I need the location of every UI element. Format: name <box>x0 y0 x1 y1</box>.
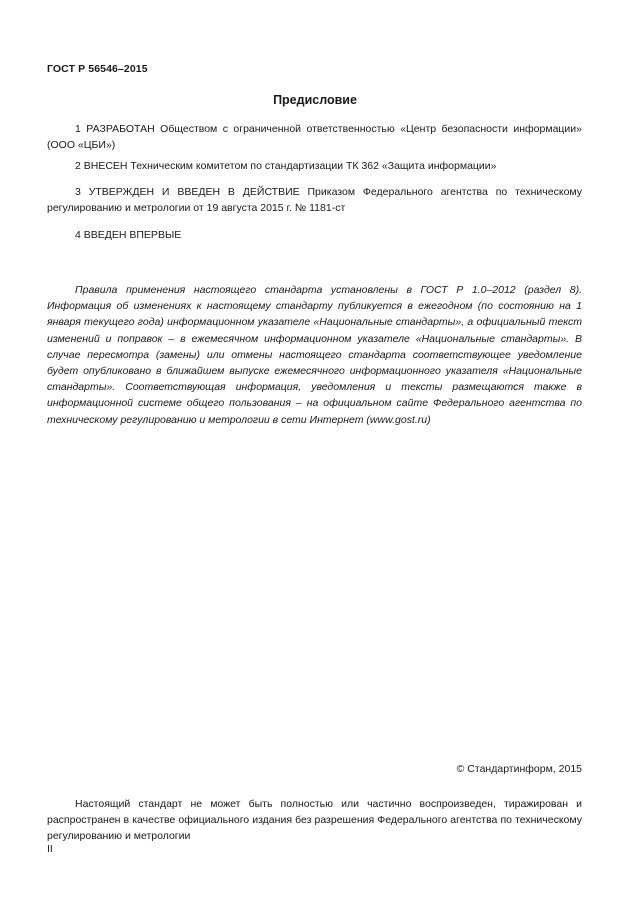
paragraph-first-introduced: 4 ВВЕДЕН ВПЕРВЫЕ <box>75 229 182 241</box>
copyright-notice: © Стандартинформ, 2015 <box>456 763 582 775</box>
document-code: ГОСТ Р 56546–2015 <box>47 63 148 75</box>
paragraph-introduced-by: 2 ВНЕСЕН Техническим комитетом по стандартизации ТК 362 «Защита информации» <box>75 160 497 172</box>
page-title: Предисловие <box>273 93 357 107</box>
legal-disclaimer: Настоящий стандарт не может быть полностью или частично воспроизведен, тиражирован и распространен в качестве официального издания без разрешения Федерального агентства по техническому регулированию и метрологии <box>47 798 582 842</box>
application-rules-notice: Правила применения настоящего стандарта установлены в ГОСТ Р 1.0–2012 (раздел 8). Информация об изменениях к настоящему стандарту публикуется в ежегодном (по состоянию на 1 января текущего года) информационном указателе «Национальные стандарты», а официальный текст изменений и поправок – в ежемесячном информационном указателе «Национальные стандарты». В случае пересмотра (замены) или отмены настоящего стандарта соответствующее уведомление будет опубликовано в ближайшем выпуске ежемесячного информационного указателя «Национальные стандарты». Соответствующая информация, уведомления и тексты размещаются также в информационной системе общего пользования – на официальном сайте Федерального агентства по техническому регулированию и метрологии в сети Интернет (www.gost.ru) <box>47 284 582 426</box>
page-number: II <box>47 843 53 855</box>
paragraph-approved: 3 УТВЕРЖДЕН И ВВЕДЕН В ДЕЙСТВИЕ Приказом Федерального агентства по техническому регулированию и метрологии от 19 августа 2015 г. № 1181-ст <box>47 186 582 214</box>
paragraph-developed-by: 1 РАЗРАБОТАН Обществом с ограниченной ответственностью «Центр безопасности информации» (ООО «ЦБИ») <box>47 123 582 151</box>
